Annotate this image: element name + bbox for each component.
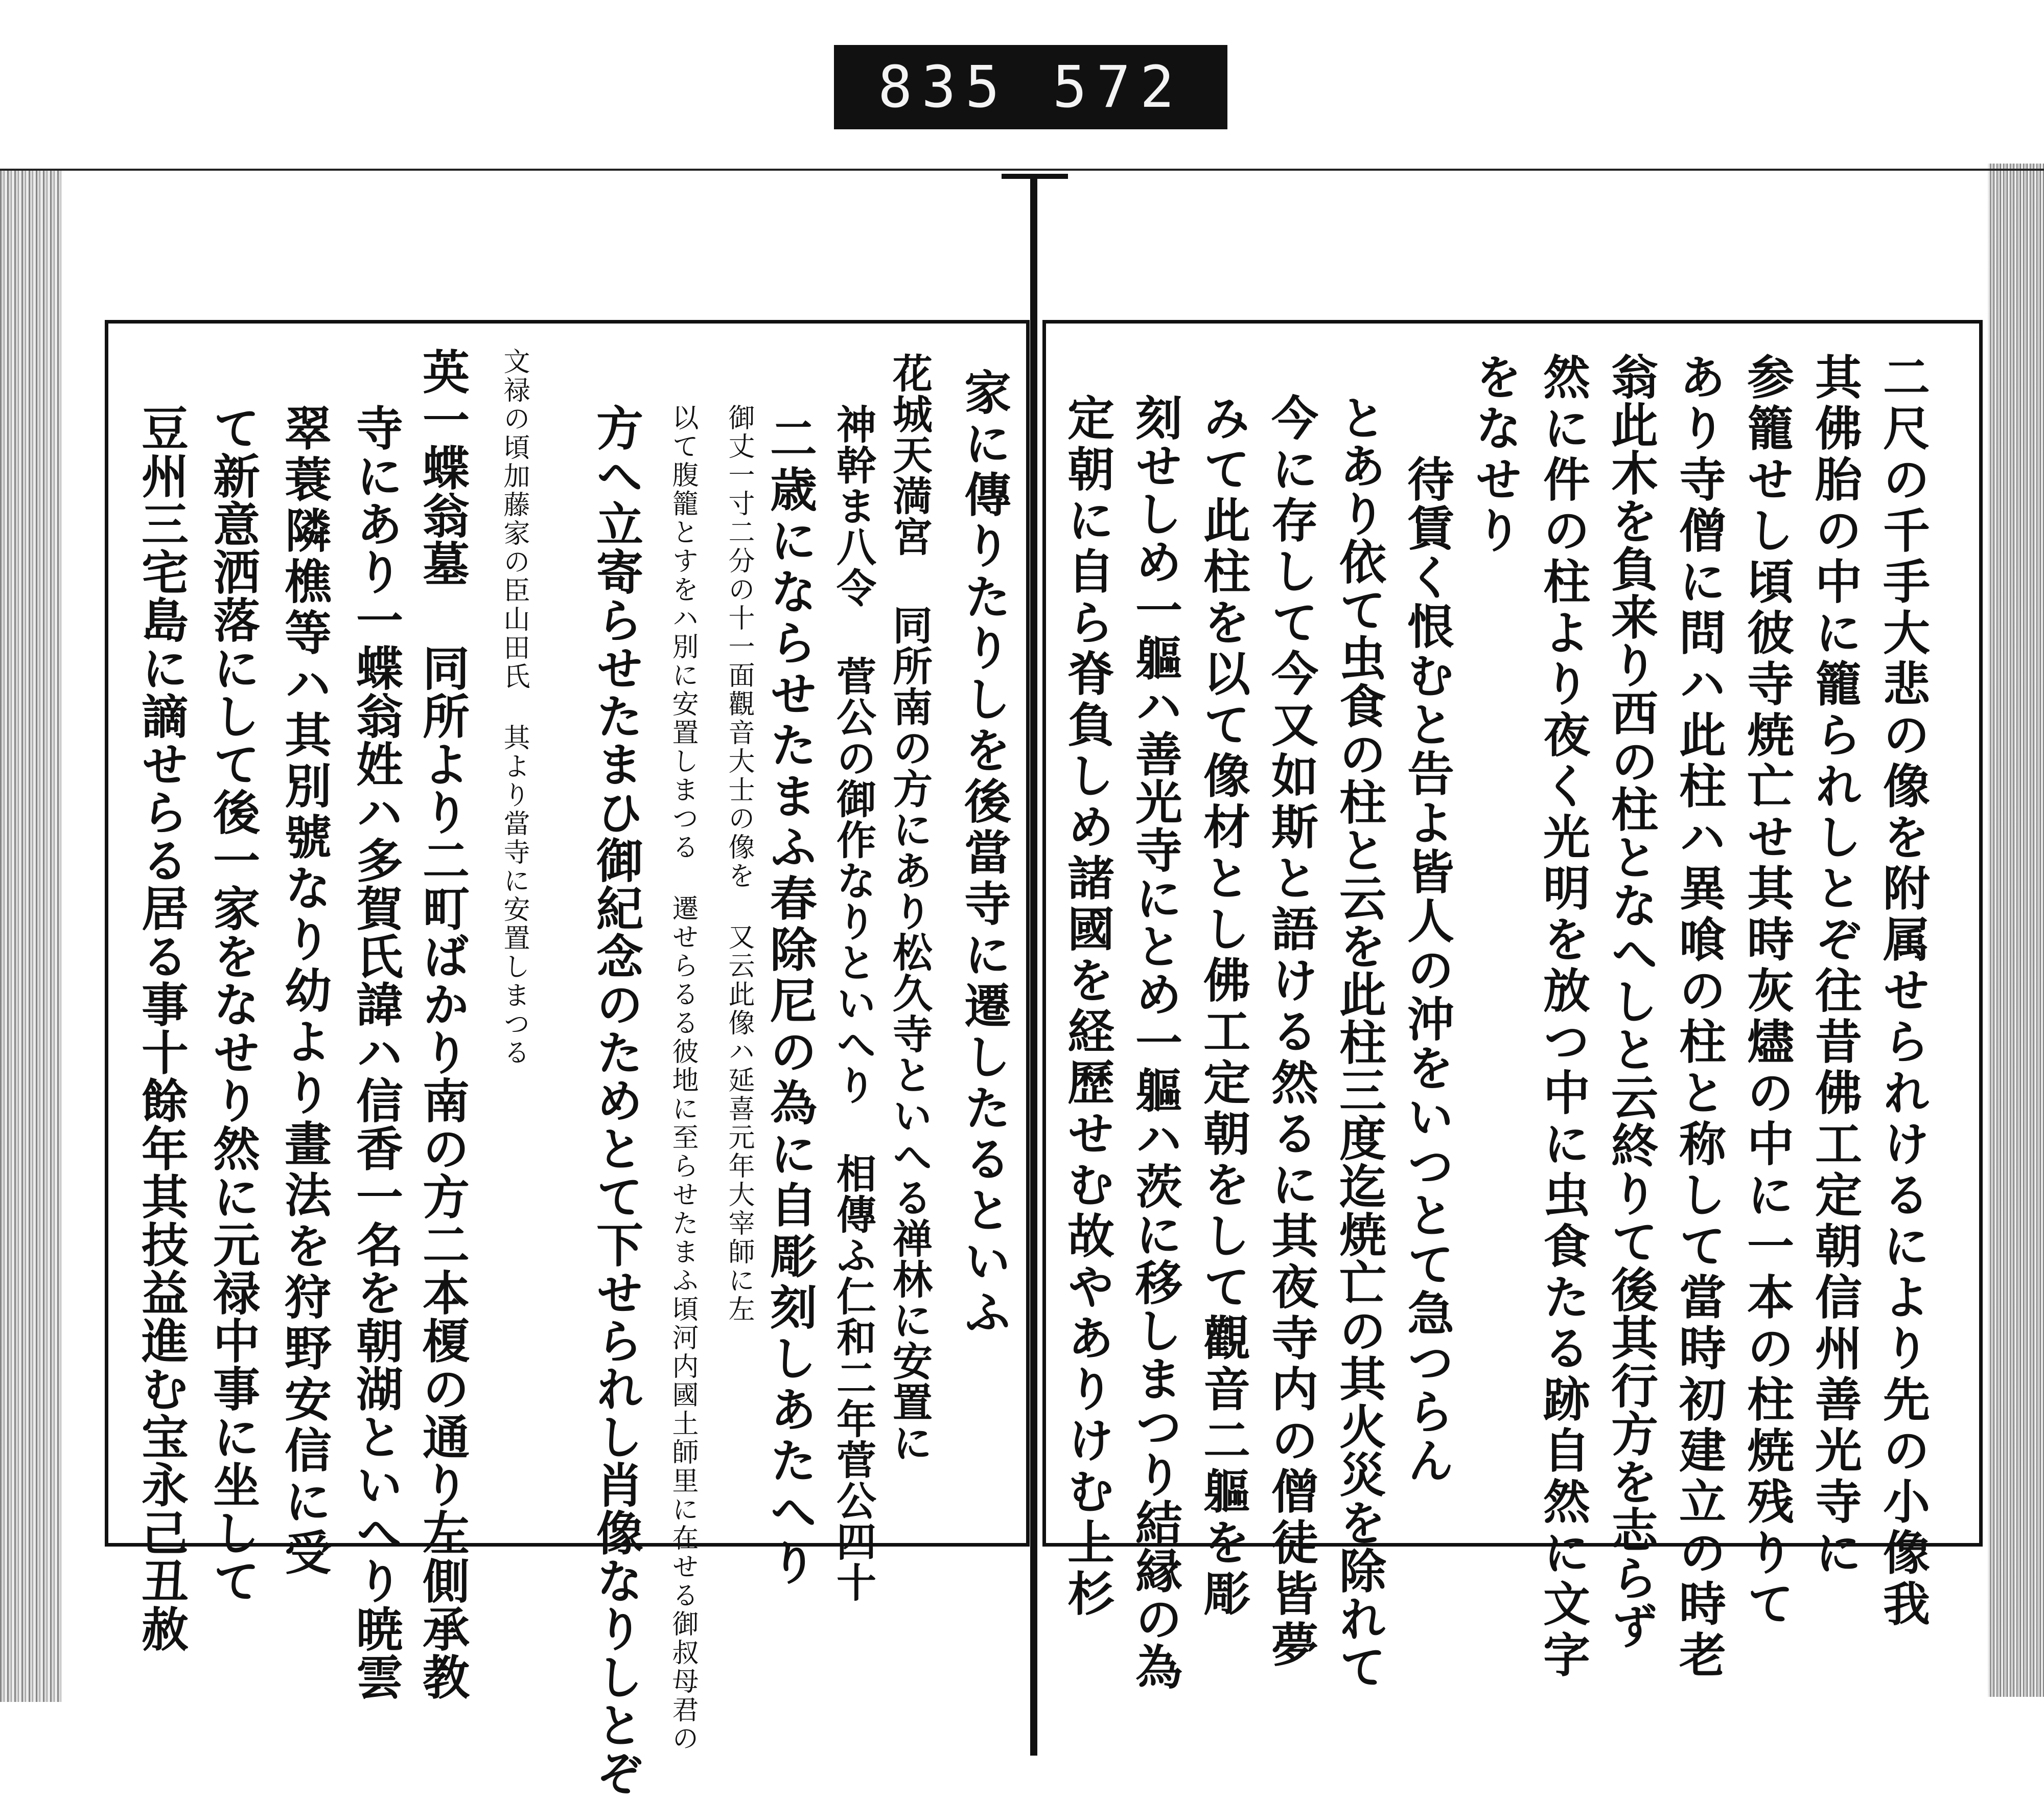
right-page-column: 然に件の柱より夜く光明を放つ中に虫食たる跡自然に文字 xyxy=(1536,353,1591,1681)
right-page-column: をなせり xyxy=(1468,353,1523,557)
right-page-column: 刻せしめ一軀ハ善光寺にとめ一軀ハ茨に移しまつり結縁の為 xyxy=(1128,394,1183,1691)
left-page-column: 寺にあり一蝶翁姓ハ多賀氏諱ハ信香一名を朝湖といへり暁雲 xyxy=(349,404,404,1701)
left-page-column: 英一蝶翁墓 同所より二町ばかり南の方二本榎の通り左側承教 xyxy=(415,348,470,1701)
book-edge-right xyxy=(1988,164,2044,1697)
left-page-column: 御丈一寸二分の十一面觀音大士の像を 又云此像ハ延喜元年大宰師に左 xyxy=(724,404,754,1324)
top-rule xyxy=(0,169,2044,171)
left-page-column: 文禄の頃加藤家の臣山田氏 其より當寺に安置しまつる xyxy=(499,348,529,1067)
book-edge-left xyxy=(0,169,61,1702)
left-page-column: 以て腹籠とすをハ別に安置しまつる 遷せらるる彼地に至らせたまふ頃河内國土師里に在せる御叔母君の xyxy=(667,404,698,1753)
right-page-column: 定朝に自ら脊負しめ諸國を経歷せむ故やありけむ上杉 xyxy=(1060,394,1115,1620)
left-page-column: 方へ立寄らせたまひ御紀念のためとて下せられし肖像なりしとぞ xyxy=(589,404,644,1797)
right-page-column: 其佛胎の中に籠られしとぞ往昔佛工定朝信州善光寺に xyxy=(1807,353,1863,1579)
right-page-column: 待賃く恨むと告よ皆人の沖をいつとて急つらん xyxy=(1400,455,1455,1485)
right-page-column: とあり依て虫食の柱と云を此柱三度迄焼亡の其火災を除れて xyxy=(1332,394,1387,1691)
left-page-column: 二歳にならせたまふ春除尼の為に自彫刻しあたへり xyxy=(762,414,818,1589)
right-page-column: 今に存して今又如斯と語ける然るに其夜寺内の僧徒皆夢 xyxy=(1264,394,1319,1671)
catalog-number-label: 835 572 xyxy=(834,45,1227,129)
right-page-column: 参籠せし頃彼寺焼亡せ其時灰燼の中に一本の柱焼残りて xyxy=(1739,353,1795,1630)
left-page-column: 花城天満宮 同所南の方にあり松久寺といへる禅林に安置に xyxy=(886,353,933,1463)
left-page-column: 豆州三宅島に謫せらる居る事十餘年其技益進む宝永己丑赦 xyxy=(134,404,189,1653)
right-page-column: 翁此木を負来り西の柱となへしと云終りて後其行方を志らず xyxy=(1604,353,1659,1650)
book-spine xyxy=(1030,174,1037,1756)
right-page-column: みて此柱を以て像材とし佛工定朝をして觀音二軀を彫 xyxy=(1196,394,1251,1620)
right-page-column: 二尺の千手大悲の像を附属せられけるにより先の小像我 xyxy=(1875,353,1931,1630)
left-page-column: 翠蓑隣樵等ハ其別號なり幼より畫法を狩野安信に受 xyxy=(277,404,332,1579)
left-page-column: て新意洒落にして後一家をなせり然に元禄中事に坐して xyxy=(205,404,261,1605)
right-page-column: あり寺僧に問ハ此柱ハ異喰の柱と称して當時初建立の時老 xyxy=(1671,353,1727,1681)
left-page-column: 家に傳りたりしを後當寺に遷したるといふ xyxy=(957,368,1012,1339)
left-page-column: 神幹ま八令 菅公の御作なりといへり 相傳ふ仁和二年菅公四十 xyxy=(830,404,876,1603)
